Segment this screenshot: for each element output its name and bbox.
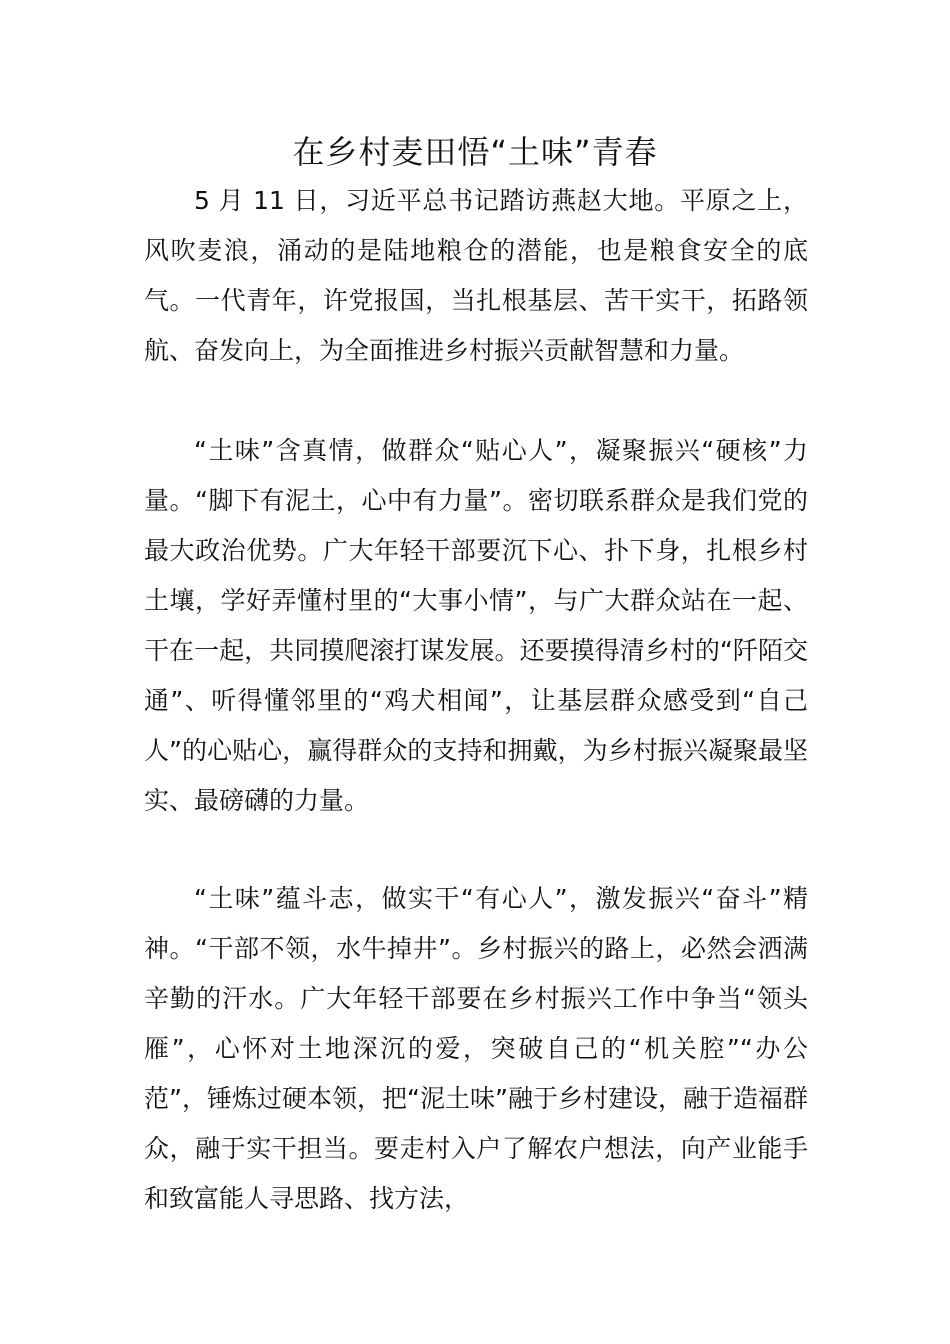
paragraph-1: 5 月 11 日，习近平总书记踏访燕赵大地。平原之上，风吹麦浪，涌动的是陆地粮仓的潜能，也是粮食安全的底气。一代青年，许党报国，当扎根基层、苦干实干，拓路领航、奋发向上，为全面推进乡村振兴贡献智慧和力量。 xyxy=(144,186,808,365)
paragraph-3: “土味”蕴斗志，做实干“有心人”，激发振兴“奋斗”精神。“干部不领，水牛掉井”。乡村振兴的路上，必然会洒满辛勤的汗水。广大年轻干部要在乡村振兴工作中争当“领头雁”，心怀对土地深沉的爱，突破自己的“机关腔”“办公范”，锤炼过硬本领，把“泥土味”融于乡村建设，融于造福群众，融于实干担当。要走村入户了解农户想法，向产业能手和致富能人寻思路、找方法， xyxy=(144,884,808,1213)
paragraph-2: “土味”含真情，做群众“贴心人”，凝聚振兴“硬核”力量。“脚下有泥土，心中有力量”。密切联系群众是我们党的最大政治优势。广大年轻干部要沉下心、扑下身，扎根乡村土壤，学好弄懂村里的“大事小情”，与广大群众站在一起、干在一起，共同摸爬滚打谋发展。还要摸得清乡村的“阡陌交通”、听得懂邻里的“鸡犬相闻”，让基层群众感受到“自己人”的心贴心，赢得群众的支持和拥戴，为乡村振兴凝聚最坚实、最磅礴的力量。 xyxy=(144,436,808,815)
document-title: 在乡村麦田悟“土味”青春 xyxy=(292,133,658,171)
